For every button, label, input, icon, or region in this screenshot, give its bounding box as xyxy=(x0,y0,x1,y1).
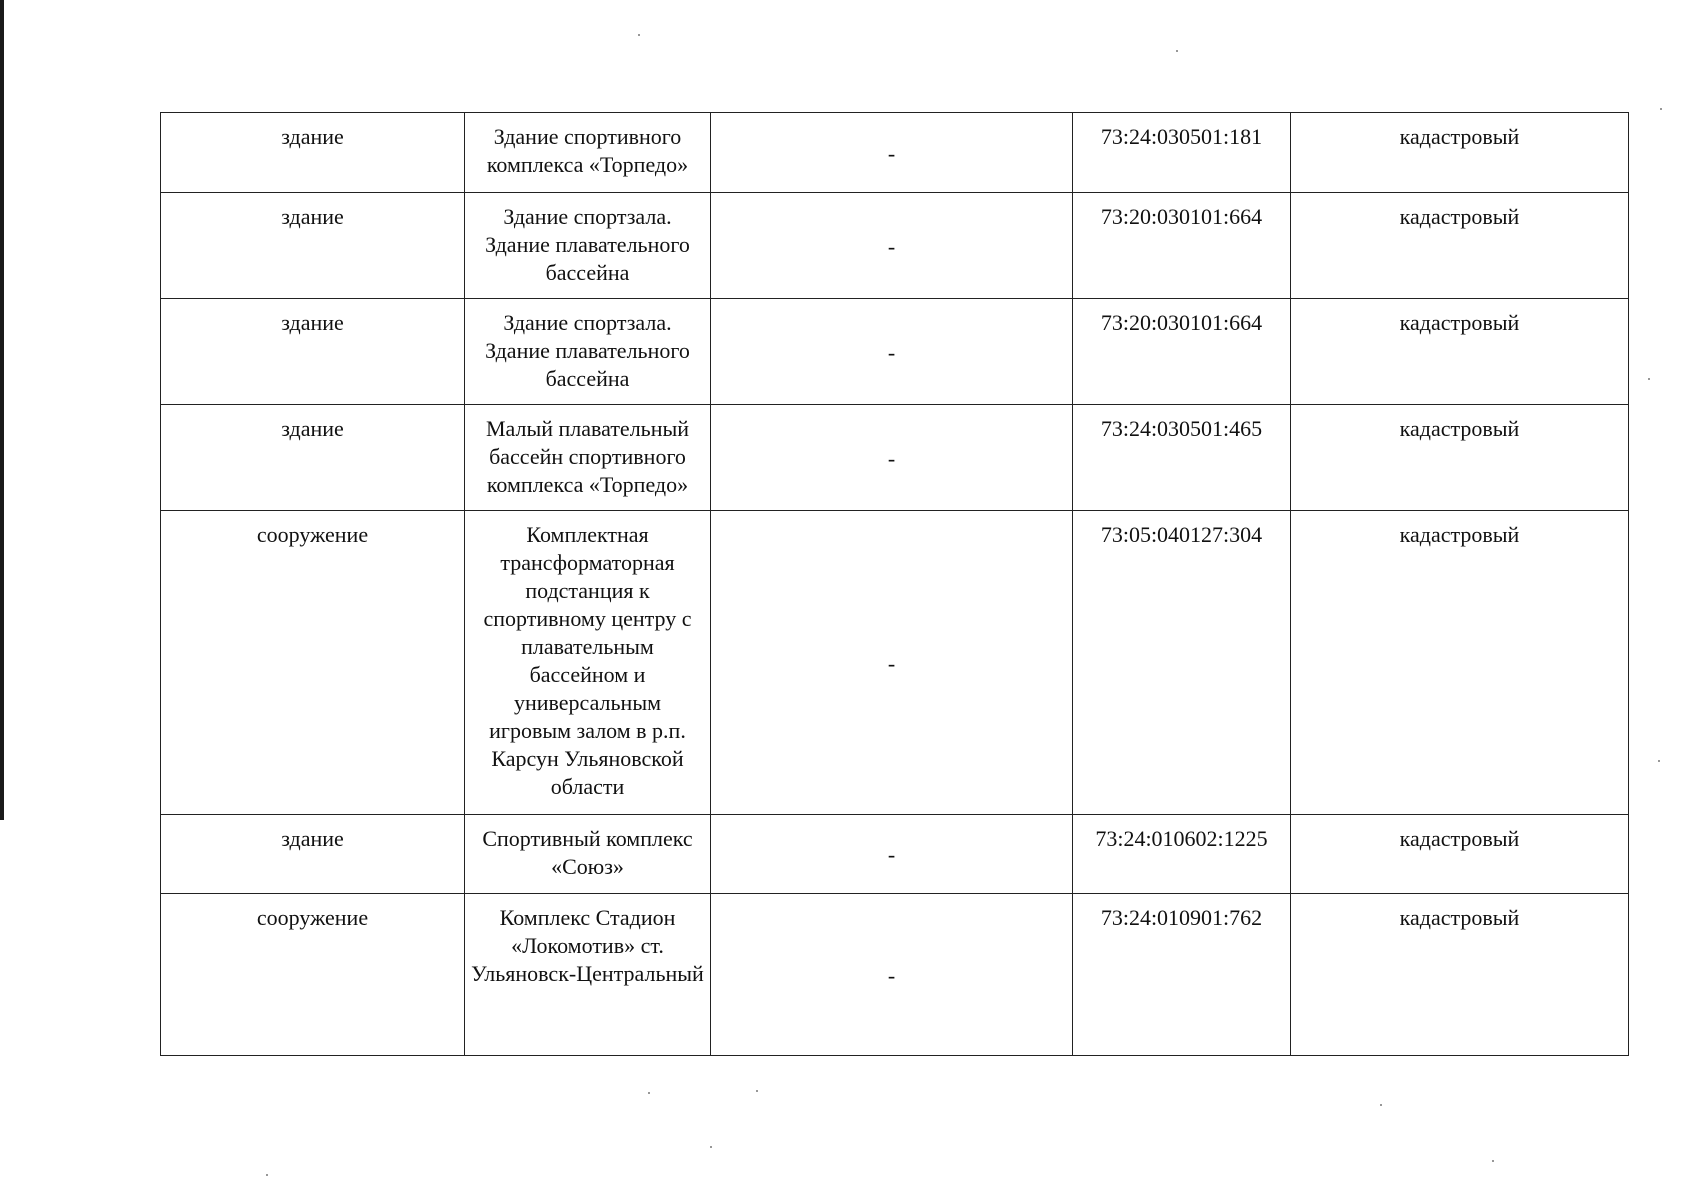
empty-value-cell: - xyxy=(711,405,1073,511)
number-kind-cell: кадастровый xyxy=(1291,299,1629,405)
empty-value-cell: - xyxy=(711,299,1073,405)
scan-speck xyxy=(1658,760,1660,762)
number-kind-cell: кадастровый xyxy=(1291,113,1629,193)
scan-speck xyxy=(266,1174,268,1176)
object-type-cell: здание xyxy=(161,405,465,511)
scan-speck xyxy=(1648,378,1650,380)
number-kind-cell: кадастровый xyxy=(1291,511,1629,815)
table-row xyxy=(161,405,1629,511)
cadastral-number-cell: 73:24:010901:762 xyxy=(1073,894,1291,1056)
scan-speck xyxy=(756,1090,758,1092)
object-name-cell: Здание спортзала. Здание плавательного бассейна xyxy=(465,193,711,299)
object-type-cell: здание xyxy=(161,193,465,299)
object-name-cell: Малый плавательный бассейн спортивного комплекса «Торпедо» xyxy=(465,405,711,511)
empty-value-cell: - xyxy=(711,815,1073,894)
object-name-cell: Здание спортзала. Здание плавательного бассейна xyxy=(465,299,711,405)
cadastral-number-cell: 73:24:030501:465 xyxy=(1073,405,1291,511)
cadastral-number-cell: 73:20:030101:664 xyxy=(1073,193,1291,299)
empty-value-cell: - xyxy=(711,894,1073,1056)
cadastral-number-cell: 73:24:030501:181 xyxy=(1073,113,1291,193)
table-row xyxy=(161,193,1629,299)
table-row xyxy=(161,511,1629,815)
object-name-cell: Здание спортивного комплекса «Торпедо» xyxy=(465,113,711,193)
scan-speck xyxy=(710,1146,712,1148)
table-row xyxy=(161,299,1629,405)
empty-value-cell: - xyxy=(711,113,1073,193)
empty-value-cell: - xyxy=(711,193,1073,299)
number-kind-cell: кадастровый xyxy=(1291,193,1629,299)
object-name-cell: Комплекс Стадион «Локомотив» ст. Ульяновск-Центральный xyxy=(465,894,711,1056)
scan-speck xyxy=(1492,1160,1494,1162)
object-type-cell: здание xyxy=(161,113,465,193)
table-row xyxy=(161,113,1629,193)
object-type-cell: здание xyxy=(161,299,465,405)
table-row xyxy=(161,815,1629,894)
empty-value-cell: - xyxy=(711,511,1073,815)
table-row xyxy=(161,894,1629,1056)
number-kind-cell: кадастровый xyxy=(1291,815,1629,894)
object-name-cell: Комплектная трансформаторная подстанция к спортивному центру с плавательным бассейном и универсальным игровым залом в р.п. Карсун Ульяновской области xyxy=(465,511,711,815)
scan-speck xyxy=(1660,108,1662,110)
property-table xyxy=(160,112,1629,1056)
number-kind-cell: кадастровый xyxy=(1291,894,1629,1056)
scan-speck xyxy=(648,1092,650,1094)
scan-edge-shadow xyxy=(0,0,4,820)
object-name-cell: Спортивный комплекс «Союз» xyxy=(465,815,711,894)
scan-speck xyxy=(1380,1104,1382,1106)
object-type-cell: сооружение xyxy=(161,511,465,815)
cadastral-number-cell: 73:24:010602:1225 xyxy=(1073,815,1291,894)
number-kind-cell: кадастровый xyxy=(1291,405,1629,511)
object-type-cell: сооружение xyxy=(161,894,465,1056)
object-type-cell: здание xyxy=(161,815,465,894)
scan-speck xyxy=(638,34,640,36)
cadastral-number-cell: 73:05:040127:304 xyxy=(1073,511,1291,815)
cadastral-number-cell: 73:20:030101:664 xyxy=(1073,299,1291,405)
scan-speck xyxy=(1176,50,1178,52)
